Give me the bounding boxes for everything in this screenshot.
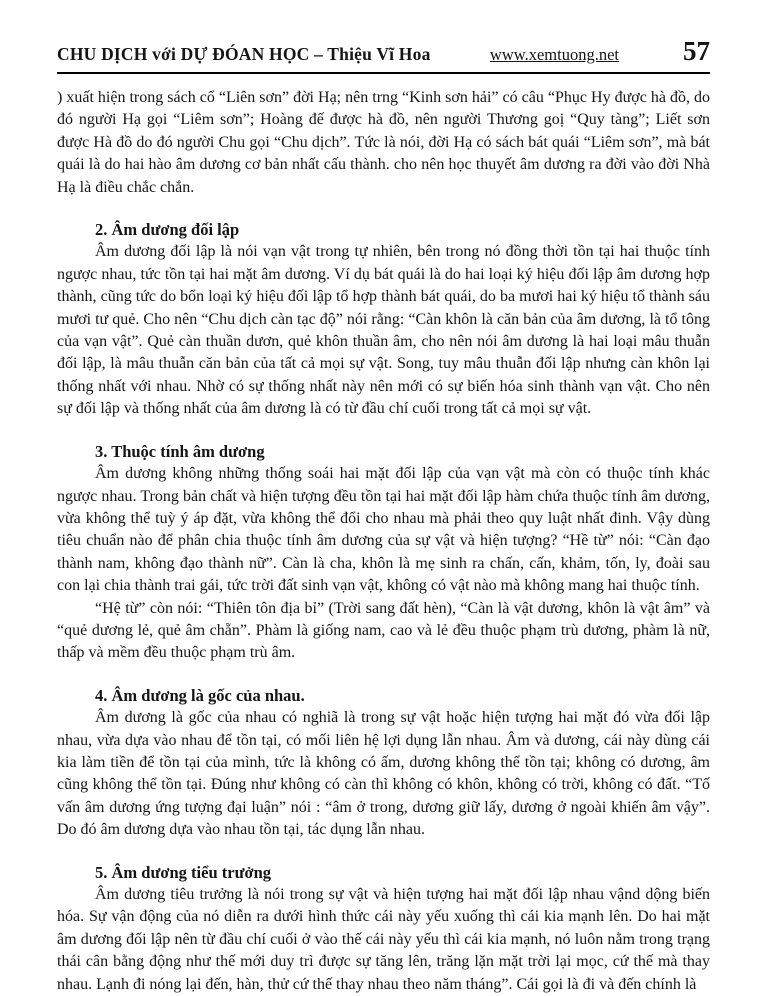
section-heading-4: 4. Âm dương là gốc của nhau. [95,685,305,705]
site-url-link[interactable]: www.xemtuong.net [489,45,619,64]
page-number: 57 [683,36,710,66]
page-body [57,87,710,996]
paragraph: Âm dương đối lập là nói vạn vật trong tự nhiên, bên trong nó đồng thời tồn tại hai thuộc tính ngược nhau, tức tồn tại hai mặt âm dương. Ví dụ bát quái là do hai loại ký hiệu đối lập âm dương hợp thành, cũng tức do bổn loại ký hiệu đối lập tổ hợp thành bát quái, do ba mươi hai ký hiệu tổ thành sáu mươi tư quẻ. Cho nên “Chu dịch càn tạc độ” nói rằng: “Càn khôn là căn bản của âm dương, là tổ tông của vạn vật”. Quẻ càn thuần dươn, quẻ khôn thuần âm, cho nên nói âm dương là hai loại mâu thuẫn đối lập, là mâu thuẫn căn bản của tất cả mọi sự vật. Song, tuy mâu thuẫn đối lập nhưng càn khôn lại thống nhất với nhau. Nhờ có sự thống nhất này nên mới có sự biến hóa sinh thành vạn vật. Cho nên sự đối lập và thống nhất của âm dương là có từ đầu chí cuối trong tất cả mọi sự vật. [57,243,710,418]
paragraph-continuation: ) xuất hiện trong sách cổ “Liên sơn” đời Hạ; nên trng “Kinh sơn hải” có câu “Phục Hy được hà đồ, do đó người Hạ gọi “Liêm sơn”; Hoàng đế được hà đồ, nên người Thương goị “Quy tàng”; Liết sơn được Hà đồ do đó người Chu gọi “Chu dịch”. Tức là nói, đời Hạ có sách bát quái “Liêm sơn”, mà bát quái là do hai hào âm dương cơ bản nhất cấu thành. cho nên học thuyết âm dương ra đời vào đời Nhà Hạ là điều chắc chắn. [57,89,710,196]
paragraph: Âm dương tiêu trưởng là nói trong sự vật và hiện tượng hai mặt đối lập nhau vậnd dộng biến hóa. Sự vận động của nó diễn ra dưới hình thức cái này yếu xuống thì cái kia mạnh lên. Do hai mặt âm dương đối lập nên từ đầu chí cuối ở vào thế cái này yếu thì cái kia mạnh, nó luôn nằm trong trạng thái cân bằng động như thế mới duy trì được sự tăng lên, trăng lặn mặt trời lại mọc, cứ thế mà thay nhau. Lạnh đi nóng lại đến, hàn, thử cứ thế thay nhau theo năm tháng”. Cái gọi là đi và đến chính là [57,886,710,993]
paragraph: “Hệ từ” còn nói: “Thiên tôn địa bỉ” (Trời sang đất hèn), “Càn là vật dương, khôn là vật âm” và “quẻ dương lẻ, quẻ âm chẵn”. Phàm là giống nam, cao và lẻ đều thuộc phạm trù dương, phàm là nữ, thấp và mềm đều thuộc phạm trù âm. [57,599,710,662]
book-title: CHU DỊCH với DỰ ĐÓAN HỌC – Thiệu Vĩ Hoa [57,44,431,64]
header-divider [57,72,710,74]
section-heading-3: 3. Thuộc tính âm dương [95,441,265,461]
section-heading-2: 2. Âm dương đối lập [95,220,240,240]
page-header [57,38,710,65]
section-heading-5: 5. Âm dương tiểu trưởng [95,862,272,882]
paragraph: Âm dương không những thống soái hai mặt đối lập của vạn vật mà còn có thuộc tính khác ngược nhau. Trong bản chất và hiện tượng đều tồn tại hai mặt đối lập hàm chứa thuộc tính âm dương, vừa không thể tuỳ ý áp đặt, vừa không thể đổi cho nhau mà phải theo quy luật nhất đinh. Vậy dùng tiêu chuẩn nào để phân chia thuộc tính âm dương của sự vật và hiện tượng? “Hề từ” nói: “Càn đạo thành nam, không đạo thành nữ”. Càn là cha, khôn là mẹ sinh ra chấn, cấn, khảm, tốn, ly, đoài sau con lại chia thành trai gái, tức trời đất sinh vạn vật, không có vật nào mà không mang hai thuộc tính. [57,465,710,595]
paragraph: Âm dương là gốc của nhau có nghiã là trong sự vật hoặc hiện tượng hai mặt đó vừa đối lập nhau, vừa dựa vào nhau để tồn tại, có mối liên hệ lợi dụng lẫn nhau. Âm và dương, cái này dùng cái kia làm tiền để tồn tại của mình, tức là không có ấm, dương không thể tồn tại; không có dương, âm cũng không thể tồn tại. Đúng như không có càn thì không có khôn, không có trời, không có đất. “Tố vấn âm dương ứng tượng đại luận” nói : “âm ở trong, dương giữ lấy, dương ở ngoài khiến âm vậy”. Do đó âm dương dựa vào nhau tồn tại, tác dụng lẫn nhau. [57,709,710,839]
